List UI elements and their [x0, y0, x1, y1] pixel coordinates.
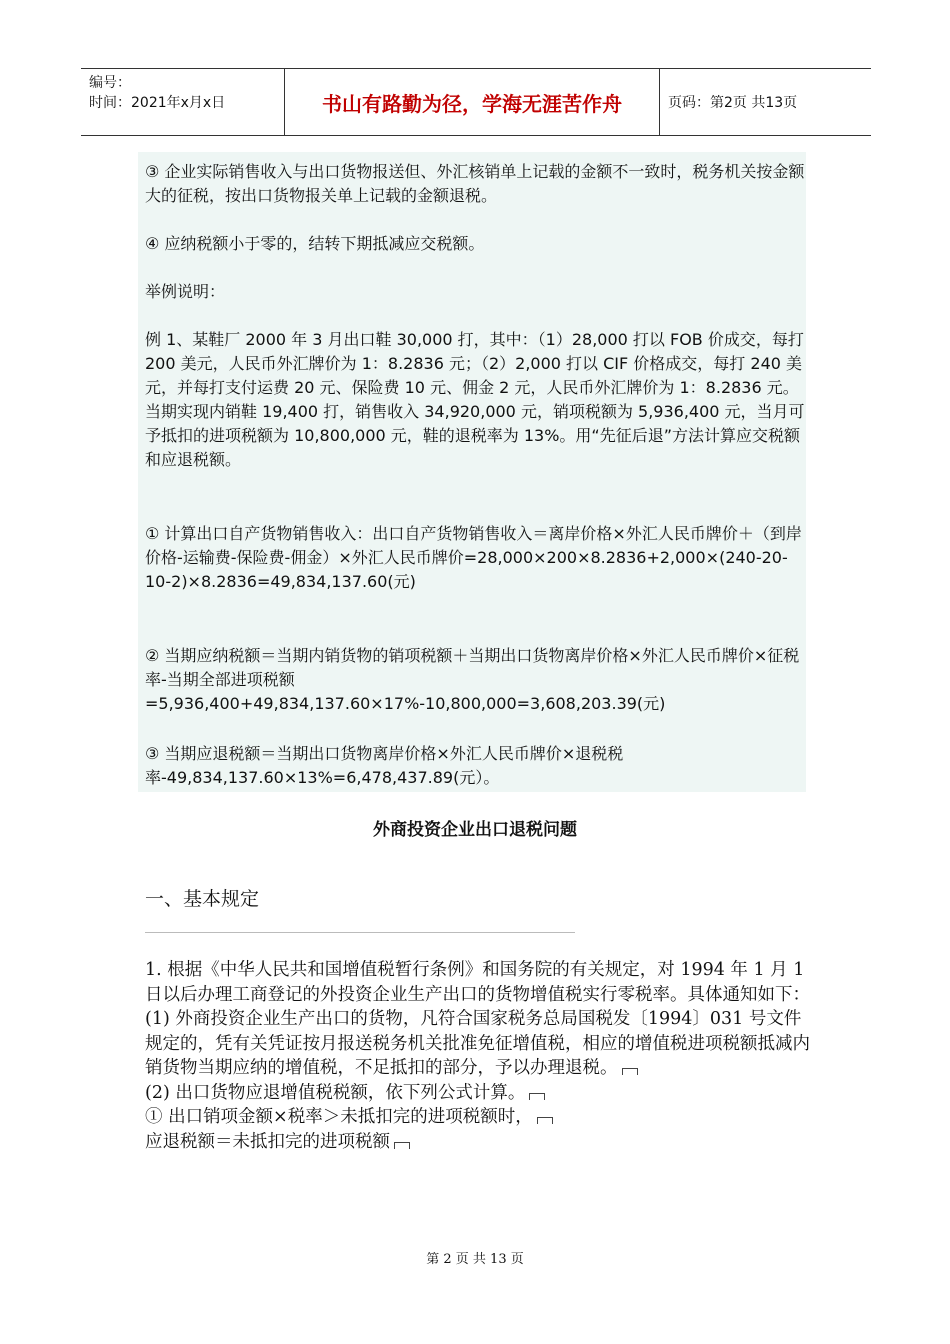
header-left: [81, 69, 284, 135]
calc-step-2: ② 当期应纳税额＝当期内销货物的销项税额＋当期出口货物离岸价格×外汇人民币牌价×征税率-当期全部进项税额=5,936,400+49,834,137.60×17%-10,800,000=3,608,203.39(元): [145, 646, 800, 713]
example-intro: 举例说明：: [145, 282, 226, 301]
page-info: 页码：第2页 共13页: [668, 95, 798, 111]
regulation-item-2: (2) 出口货物应退增值税税额，依下列公式计算。: [145, 1081, 810, 1106]
paragraph-rule-4: ④ 应纳税额小于零的，结转下期抵减应交税额。: [145, 234, 485, 253]
regulation-formula: 应退税额＝未抵扣完的进项税额: [145, 1130, 810, 1155]
number-label: 编号：: [89, 75, 131, 91]
regulation-subitem-1: ① 出口销项金额×税率＞未抵扣完的进项税额时，: [145, 1105, 810, 1130]
regulation-paragraph-1: 1. 根据《中华人民共和国增值税暂行条例》和国务院的有关规定，对 1994 年 1 月 1 日以后办理工商登记的外投资企业生产出口的货物增值税实行零税率。具体通知如下：: [145, 960, 810, 1005]
regulation-item-1: (1) 外商投资企业生产出口的货物，凡符合国家税务总局国税发〔1994〕031 号文件规定的，凭有关凭证按月报送税务机关批准免征增值税，相应的增值税进项税额抵减内销货物当期应纳的增值税，不足抵扣的部分，予以办理退税。: [145, 1009, 810, 1078]
paragraph-mark-icon: [622, 1068, 638, 1075]
paragraph-mark-icon: [394, 1142, 410, 1149]
calc-step-1: ① 计算出口自产货物销售收入：出口自产货物销售收入＝离岸价格×外汇人民币牌价＋（到岸价格-运输费-保险费-佣金）×外汇人民币牌价=28,000×200×8.2836+2,000×(240-20-10-2)×8.2836=49,834,137.60(元): [145, 524, 802, 591]
paragraph-rule-3: ③ 企业实际销售收入与出口货物报送但、外汇核销单上记载的金额不一致时，税务机关按金额大的征税，按出口货物报关单上记载的金额退税。: [145, 162, 805, 205]
page-footer: 第 2 页 共 13 页: [426, 1252, 524, 1267]
motto: 书山有路勤为径，学海无涯苦作舟: [284, 69, 660, 135]
regulation-body: [145, 958, 810, 1154]
section-title: 外商投资企业出口退税问题: [373, 820, 577, 840]
subheading: 一、基本规定: [145, 888, 260, 910]
divider: [145, 932, 575, 933]
paragraph-mark-icon: [537, 1117, 553, 1124]
date-label: 时间：2021年x月x日: [89, 95, 226, 111]
calc-step-3: ③ 当期应退税额＝当期出口货物离岸价格×外汇人民币牌价×退税税率-49,834,137.60×13%=6,478,437.89(元）。: [145, 744, 624, 787]
example-1: 例 1、某鞋厂 2000 年 3 月出口鞋 30,000 打，其中：（1）28,000 打以 FOB 价成交，每打 200 美元，人民币外汇牌价为 1：8.2836 元；（2）2,000 打以 CIF 价格成交，每打 240 美元，并每打支付运费 20 元、保险费 10 元、佣金 2 元，人民币外汇牌价为 1：8.2836 元。当期实现内销鞋 19,400 打，销售收入 34,920,000 元，销项税额为 5,936,400 元，当月可予抵扣的进项税额为 10,800,000 元，鞋的退税率为 13%。用“先征后退”方法计算应交税额和应退税额。: [145, 330, 805, 469]
paragraph-mark-icon: [529, 1093, 545, 1100]
page-header: [81, 68, 871, 136]
